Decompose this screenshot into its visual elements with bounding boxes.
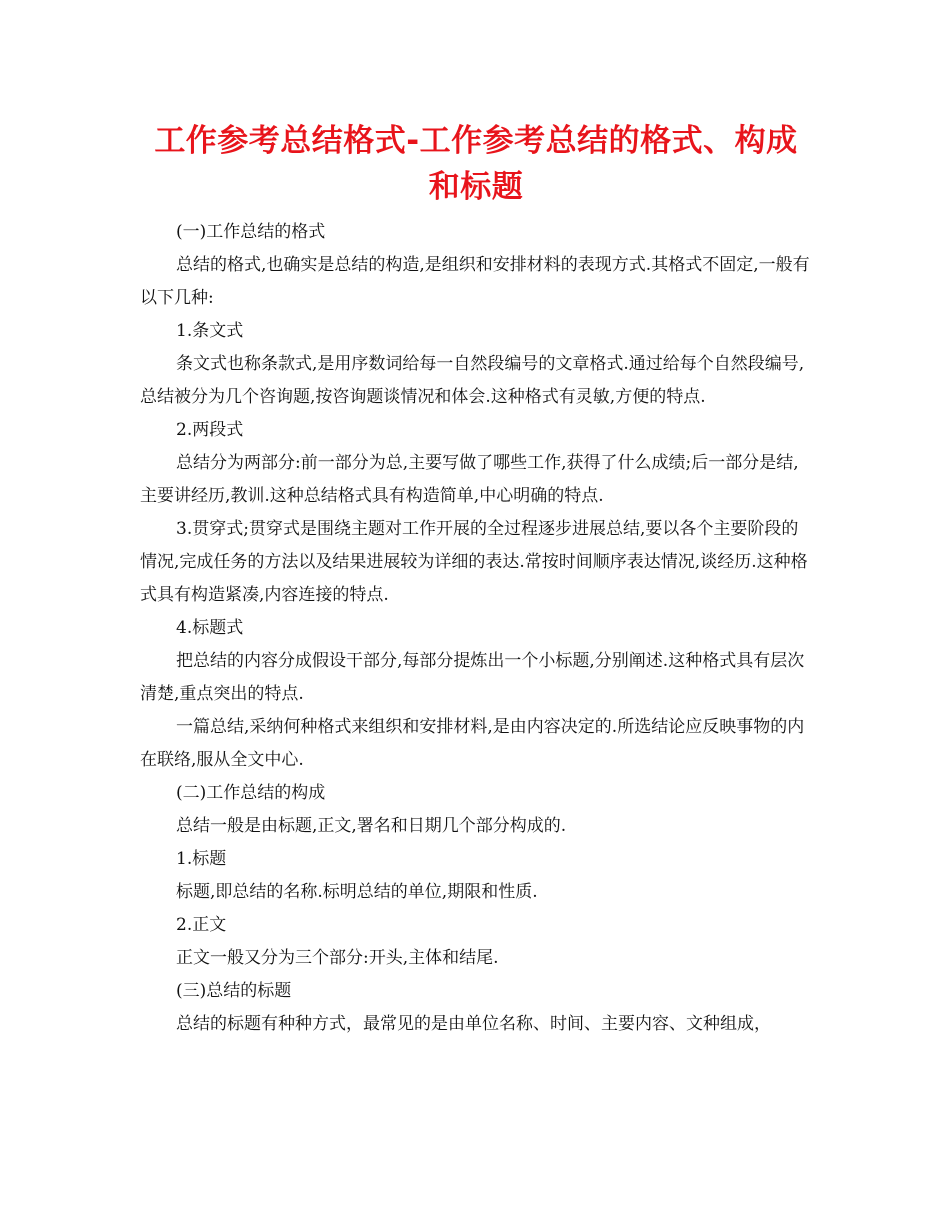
paragraph: 2.正文 xyxy=(176,915,227,935)
paragraph: 总结的格式,也确实是总结的构造,是组织和安排材料的表现方式.其格式不固定,一般有以下几种: xyxy=(140,255,810,308)
paragraph: 总结一般是由标题,正文,署名和日期几个部分构成的. xyxy=(176,816,567,836)
paragraph: 总结的标题有种种方式，最常见的是由单位名称、时间、主要内容、文种组成， xyxy=(176,1014,771,1034)
document-page xyxy=(140,118,812,1041)
paragraph: 总结分为两部分:前一部分为总,主要写做了哪些工作,获得了什么成绩;后一部分是结,主要讲经历,教训.这种总结格式具有构造简单,中心明确的特点. xyxy=(140,453,799,506)
paragraph: 正文一般又分为三个部分:开头,主体和结尾. xyxy=(176,948,499,968)
paragraph: 1.条文式 xyxy=(176,321,244,341)
paragraph: 3.贯穿式;贯穿式是围绕主题对工作开展的全过程逐步进展总结,要以各个主要阶段的情况,完成任务的方法以及结果进展较为详细的表达.常按时间顺序表达情况,谈经历.这种格式具有构造紧凑,内容连接的特点. xyxy=(140,519,808,605)
document-body xyxy=(140,216,812,1041)
paragraph: (二)工作总结的构成 xyxy=(176,783,326,803)
paragraph: 条文式也称条款式,是用序数词给每一自然段编号的文章格式.通过给每个自然段编号,总结被分为几个咨询题,按咨询题谈情况和体会.这种格式有灵敏,方便的特点. xyxy=(140,354,805,407)
paragraph: 一篇总结,采纳何种格式来组织和安排材料,是由内容决定的.所选结论应反映事物的内在联络,服从全文中心. xyxy=(140,717,805,770)
paragraph: (三)总结的标题 xyxy=(176,981,292,1001)
paragraph: 1.标题 xyxy=(176,849,227,869)
paragraph: (一)工作总结的格式 xyxy=(176,222,326,242)
paragraph: 标题,即总结的名称.标明总结的单位,期限和性质. xyxy=(176,882,538,902)
paragraph: 把总结的内容分成假设干部分,每部分提炼出一个小标题,分别阐述.这种格式具有层次清楚,重点突出的特点. xyxy=(140,651,805,704)
document-title: 工作参考总结格式-工作参考总结的格式、构成和标题 xyxy=(154,123,798,205)
paragraph: 2.两段式 xyxy=(176,420,244,440)
paragraph: 4.标题式 xyxy=(176,618,244,638)
